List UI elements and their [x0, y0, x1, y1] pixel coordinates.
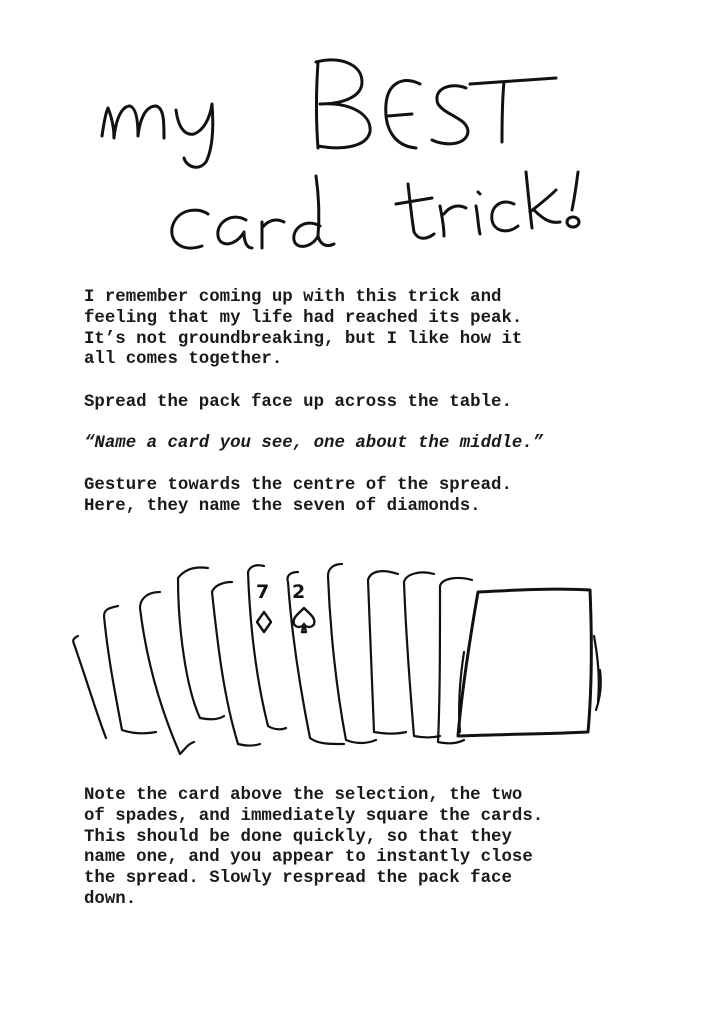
handwritten-title	[0, 0, 722, 270]
spread-card	[368, 571, 406, 733]
spread-card	[104, 606, 156, 733]
spade-icon	[294, 608, 315, 632]
spectator-quote: “Name a card you see, one about the middle.”	[84, 434, 544, 453]
spread-card-seven-of-diamonds	[248, 565, 286, 729]
card-spread-illustration	[60, 548, 620, 768]
selected-card-rank: 7	[256, 581, 270, 603]
spread-card	[404, 572, 440, 737]
square-pack	[458, 589, 601, 736]
title-word-trick	[396, 172, 579, 238]
title-word-my	[102, 104, 213, 167]
gesture-paragraph: Gesture towards the centre of the spread. Here, they name the seven of diamonds.	[84, 476, 512, 516]
spread-card	[73, 636, 106, 738]
key-card-rank: 2	[292, 581, 306, 603]
spread-instruction: Spread the pack face up across the table.	[84, 393, 512, 412]
spread-card	[212, 582, 260, 746]
diamond-icon	[257, 612, 271, 632]
title-word-best	[316, 60, 556, 148]
intro-paragraph: I remember coming up with this trick and feeling that my life had reached its peak. It’s not groundbreaking, but I like how it all comes together.	[84, 288, 523, 370]
title-word-card	[172, 176, 334, 248]
note-paragraph: Note the card above the selection, the two of spades, and immediately square the cards. This should be done quickly, so that they name one, and you appear to instantly close the spread. Slowly respread the pack face down.	[84, 786, 544, 909]
spread-card-two-of-spades	[287, 572, 344, 744]
